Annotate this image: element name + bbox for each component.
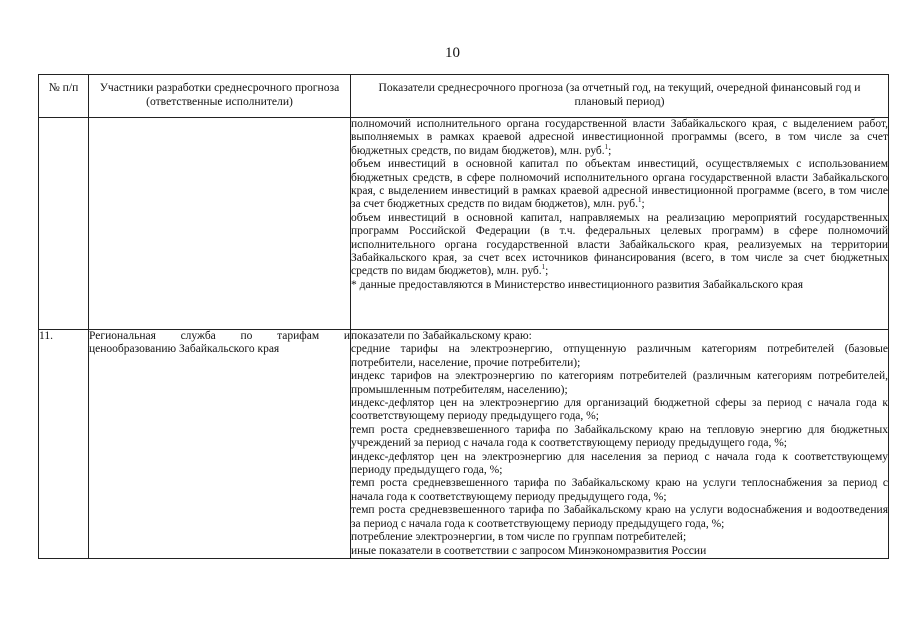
header-participants: Участники разработки среднесрочного прогноза (ответственные исполнители) <box>89 75 351 118</box>
row-indicators-cell <box>351 330 889 559</box>
continued-indicators-cell <box>351 118 889 330</box>
indicator-line: темп роста средневзвешенного тарифа по Забайкальскому краю на услуги водоснабжения и водоотведения за период с начала года к соответствующему периоду предыдущего года, %; <box>351 504 888 530</box>
indicator-line: индекс-дефлятор цен на электроэнергию для населения за период с начала года к соответствующему периоду предыдущего года, %; <box>351 450 888 477</box>
table-row-continued <box>39 118 889 330</box>
indicator-line: темп роста средневзвешенного тарифа по Забайкальскому краю на услуги теплоснабжения за период с начала года к соответствующему периоду предыдущего года, %; <box>351 477 888 503</box>
indicator-line: полномочий исполнительного органа государственной власти Забайкальского края, с выделением работ, выполняемых в рамках краевой адресной инвестиционной программы (всего, в том числе за счет бюджетных средств, по видам бюджетов), млн. руб.$^1$; <box>351 118 888 157</box>
table-header-row <box>39 75 889 118</box>
continued-number-cell <box>39 118 89 330</box>
table-row-11 <box>39 330 889 559</box>
indicator-line: иные показатели в соответствии с запросом Минэкономразвития России <box>351 544 707 557</box>
header-number: № п/п <box>39 75 89 118</box>
indicator-line: индекс тарифов на электроэнергию по категориям потребителей (различным категориям потребителей, промышленным потребителям, населению); <box>351 370 888 396</box>
row-participant <box>89 330 351 559</box>
continued-participant-cell <box>89 118 351 330</box>
indicator-line: объем инвестиций в основной капитал по объектам инвестиций, осуществляемых с использованием бюджетных средств, в сфере полномочий исполнительного органа государственной власти Забайкальского края, с выделением инвестиций в рамках краевой адресной инвестиционной программе (всего, в том числе за счет бюджетных средств по видам бюджетов), млн. руб.$^1$; <box>351 158 888 211</box>
row-number: 11. <box>39 330 89 559</box>
header-indicators: Показатели среднесрочного прогноза (за отчетный год, на текущий, очередной финансовый год и плановый период) <box>351 75 889 118</box>
forecast-table <box>38 74 889 559</box>
indicator-line: темп роста средневзвешенного тарифа по Забайкальскому краю на тепловую энергию для бюджетных учреждений за период с начала года к соответствующему периоду предыдущего года, %; <box>351 423 888 450</box>
indicator-line: индекс-дефлятор цен на электроэнергию для организаций бюджетной сферы за период с начала года к соответствующему периоду предыдущего года, %; <box>351 397 888 423</box>
page-number: 10 <box>445 45 460 61</box>
participant-text: Региональная служба по тарифам и ценообразованию Забайкальского края <box>89 330 350 356</box>
indicator-line: объем инвестиций в основной капитал, направляемых на реализацию мероприятий государственных программ Российской Федерации (в т.ч. федеральных целевых программ) в сфере полномочий исполнительного органа государственной власти Забайкальского края, реализуемых на территории Забайкальского края, за счет всех источников финансирования (всего, в том числе за счет бюджетных средств по видам бюджетов), млн. руб.$^1$; <box>351 211 888 278</box>
indicator-line: средние тарифы на электроэнергию, отпущенную различным категориям потребителей (базовые потребители, население, прочие потребители); <box>351 343 888 369</box>
indicator-line: потребление электроэнергии, в том числе по группам потребителей; <box>351 531 687 544</box>
indicator-line: показатели по Забайкальскому краю: <box>351 330 532 342</box>
indicator-line: * данные предоставляются в Министерство инвестиционного развития Забайкальского края <box>351 278 804 291</box>
